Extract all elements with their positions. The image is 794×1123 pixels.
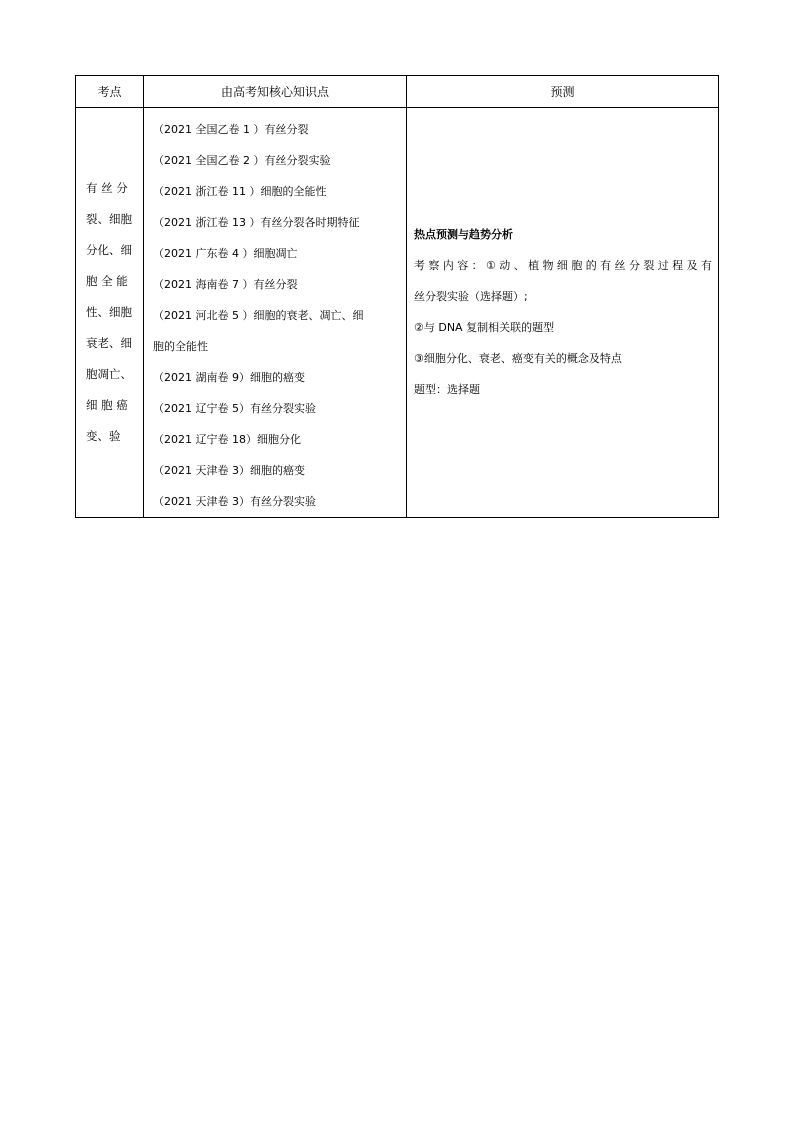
knowledge-point-item: （2021 河北卷 5 ）细胞的衰老、凋亡、细: [153, 309, 364, 322]
topic-cell: [76, 108, 144, 518]
header-topic: 考点: [76, 76, 144, 108]
exam-analysis-table: [75, 75, 719, 518]
prediction-line-5: 题型：选择题: [414, 383, 480, 396]
topic-line: 裂、细胞: [86, 212, 132, 226]
knowledge-point-item: （2021 湖南卷 9）细胞的癌变: [153, 371, 305, 384]
knowledge-point-item: （2021 全国乙卷 2 ）有丝分裂实验: [153, 154, 331, 167]
knowledge-point-item: （2021 广东卷 4 ）细胞凋亡: [153, 247, 298, 260]
prediction-content: [414, 219, 712, 405]
prediction-line-1: 考察内容：①动、植物细胞的有丝分裂过程及有: [414, 259, 712, 272]
knowledge-point-item: （2021 辽宁卷 18）细胞分化: [153, 433, 301, 446]
knowledge-point-item: （2021 全国乙卷 1 ）有丝分裂: [153, 123, 309, 136]
topic-line: 性、细胞: [86, 305, 132, 319]
prediction-line-4: ③细胞分化、衰老、癌变有关的概念及特点: [414, 352, 622, 365]
prediction-title: 热点预测与趋势分析: [414, 228, 513, 241]
prediction-cell: [407, 108, 719, 518]
prediction-line-2: 丝分裂实验（选择题）;: [414, 290, 528, 303]
knowledge-point-item: 胞的全能性: [153, 340, 208, 353]
prediction-line-3: ②与 DNA 复制相关联的题型: [414, 321, 555, 334]
knowledge-point-item: （2021 海南卷 7 ）有丝分裂: [153, 278, 298, 291]
knowledge-point-item: （2021 浙江卷 11 ）细胞的全能性: [153, 185, 327, 198]
header-prediction: 预测: [407, 76, 719, 108]
topic-line: 衰老、细: [86, 336, 132, 350]
header-knowledge-points: 由高考知核心知识点: [144, 76, 407, 108]
topic-line: 分化、细: [86, 243, 132, 257]
knowledge-point-item: （2021 天津卷 3）细胞的癌变: [153, 464, 305, 477]
knowledge-point-item: （2021 天津卷 3）有丝分裂实验: [153, 495, 316, 508]
topic-line: 有 丝 分: [86, 181, 128, 195]
topic-line: 细 胞 癌: [86, 398, 128, 412]
topic-line: 胞 全 能: [86, 274, 128, 288]
knowledge-point-item: （2021 辽宁卷 5）有丝分裂实验: [153, 402, 316, 415]
table-header-row: [76, 76, 719, 108]
topic-line: 变、验: [86, 429, 121, 443]
topic-line: 胞凋亡、: [86, 367, 132, 381]
table-row: [76, 108, 719, 518]
knowledge-points-list: [153, 114, 400, 517]
topic-text: [76, 173, 143, 452]
knowledge-points-cell: [144, 108, 407, 518]
knowledge-point-item: （2021 浙江卷 13 ）有丝分裂各时期特征: [153, 216, 360, 229]
